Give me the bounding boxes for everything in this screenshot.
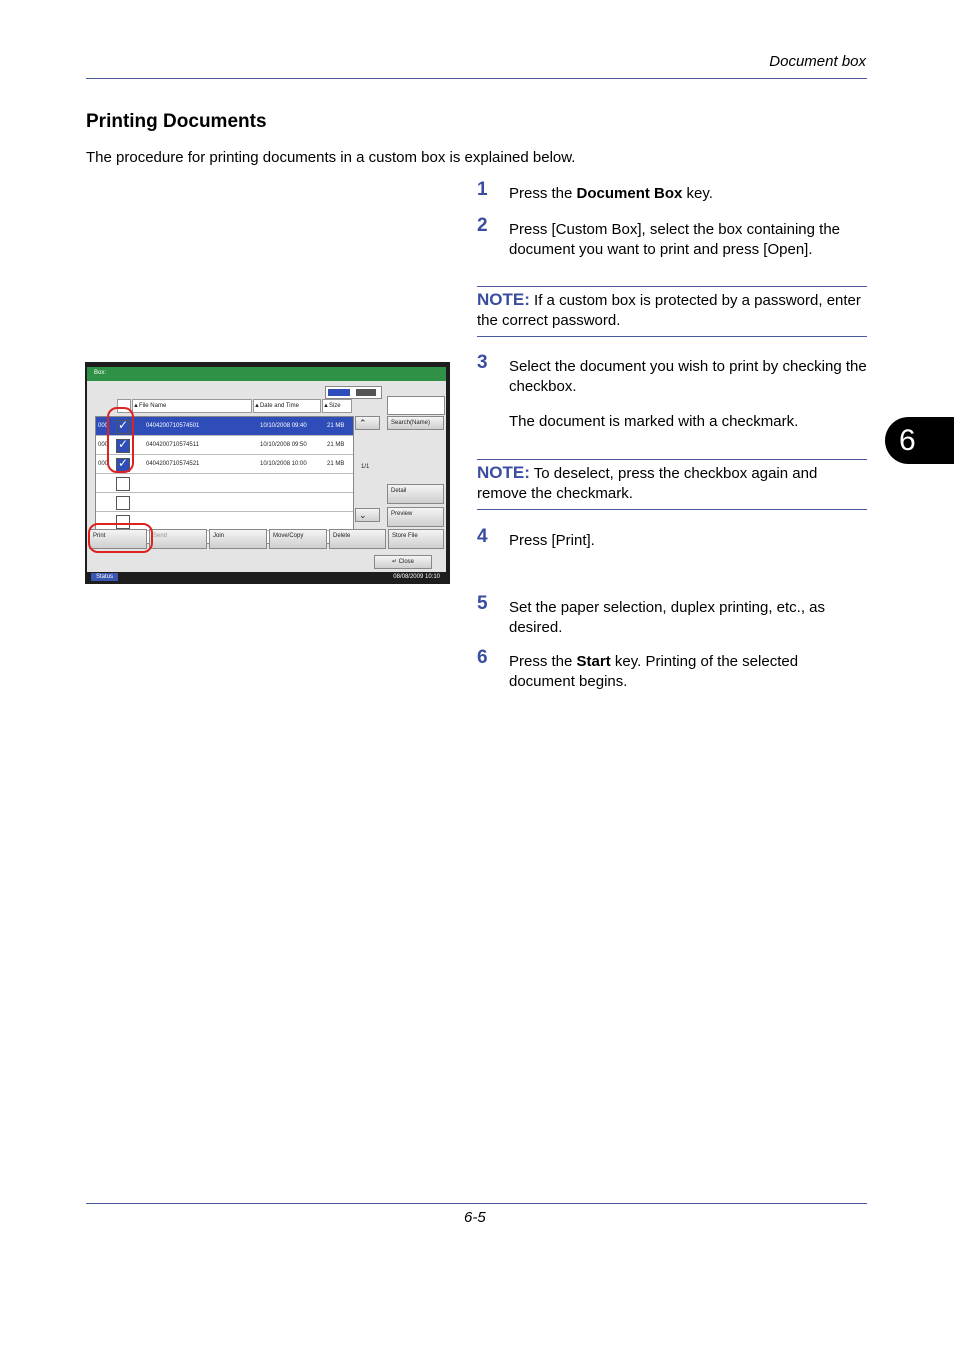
footer-rule (86, 1203, 867, 1204)
step-subtext: The document is marked with a checkmark. (509, 413, 799, 430)
note-password (477, 286, 867, 337)
row-checkbox[interactable] (116, 496, 130, 510)
search-name-button[interactable]: Search(Name) (387, 416, 444, 430)
column-date-time[interactable]: ▲Date and Time (253, 399, 321, 413)
list-view-icon[interactable] (328, 389, 350, 396)
file-row[interactable]: 000 ✓ 0404200710574511 10/10/2008 09:50 21 MB (96, 436, 353, 455)
step-text: Set the paper selection, duplex printing, etc., as desired. (509, 599, 826, 636)
column-file-name[interactable]: ▲File Name (132, 399, 252, 413)
print-button[interactable]: Print (89, 529, 147, 549)
print-highlight-ring (88, 523, 153, 553)
row-checkbox[interactable] (116, 477, 130, 491)
detail-button[interactable]: Detail (387, 484, 444, 504)
move-copy-button[interactable]: Move/Copy (269, 529, 327, 549)
running-title: Document box (769, 53, 866, 70)
step-number: 3 (477, 352, 488, 373)
join-button[interactable]: Join (209, 529, 267, 549)
step-number: 6 (477, 647, 488, 668)
file-row[interactable]: 000 ✓ 0404200710574501 10/10/2008 09:40 21 MB (96, 417, 353, 436)
chevron-down-icon: ⌄ (359, 510, 367, 520)
page-indicator: 1/1 (361, 464, 370, 470)
status-bar (87, 572, 446, 582)
step-text: Press [Print]. (509, 532, 595, 549)
device-screenshot (85, 362, 450, 584)
delete-button[interactable]: Delete (329, 529, 386, 549)
note-label: NOTE: (477, 463, 530, 482)
step-number: 1 (477, 179, 488, 200)
thumbnail-view-icon[interactable] (356, 389, 376, 396)
column-size[interactable]: ▲Size (322, 399, 352, 413)
store-file-button[interactable]: Store File (388, 529, 444, 549)
return-icon: ↵ (391, 559, 397, 565)
page-number: 6-5 (464, 1209, 486, 1226)
chapter-tab: 6 (885, 417, 954, 464)
screen-title: Box: (94, 370, 107, 376)
chevron-up-icon: ⌃ (359, 418, 367, 428)
screen-title-bar (87, 367, 446, 381)
search-name-field[interactable] (387, 396, 445, 415)
date-time: 08/08/2009 10:10 (393, 574, 440, 580)
file-row[interactable]: 000 ✓ 0404200710574521 10/10/2008 10:00 21 MB (96, 455, 353, 474)
step-text: Press [Custom Box], select the box containing the document you want to print and press [Open]. (509, 221, 841, 258)
close-button[interactable]: ↵ Close (374, 555, 432, 569)
step-text: Press the Document Box key. (509, 185, 713, 202)
step-number: 2 (477, 215, 488, 236)
checkbox-highlight-ring (107, 407, 134, 473)
note-deselect (477, 459, 867, 510)
step-number: 5 (477, 593, 488, 614)
status-button[interactable]: Status (91, 573, 118, 581)
step-text: Select the document you wish to print by checking the checkbox. (509, 358, 867, 395)
empty-row (96, 493, 353, 512)
scroll-up-button[interactable] (355, 416, 380, 430)
section-title: Printing Documents (86, 111, 267, 132)
note-text: If a custom box is protected by a password, enter the correct password. (477, 292, 861, 329)
scroll-down-button[interactable] (355, 508, 380, 522)
send-button[interactable]: Send (149, 529, 207, 549)
step-number: 4 (477, 526, 488, 547)
note-label: NOTE: (477, 290, 530, 309)
view-toggle[interactable] (325, 386, 382, 399)
header-rule (86, 78, 867, 79)
note-text: To deselect, press the checkbox again and remove the checkmark. (477, 465, 818, 502)
intro-text: The procedure for printing documents in a custom box is explained below. (86, 149, 576, 166)
step-text: Press the Start key. Printing of the selected document begins. (509, 653, 799, 690)
preview-button[interactable]: Preview (387, 507, 444, 527)
empty-row (96, 474, 353, 493)
